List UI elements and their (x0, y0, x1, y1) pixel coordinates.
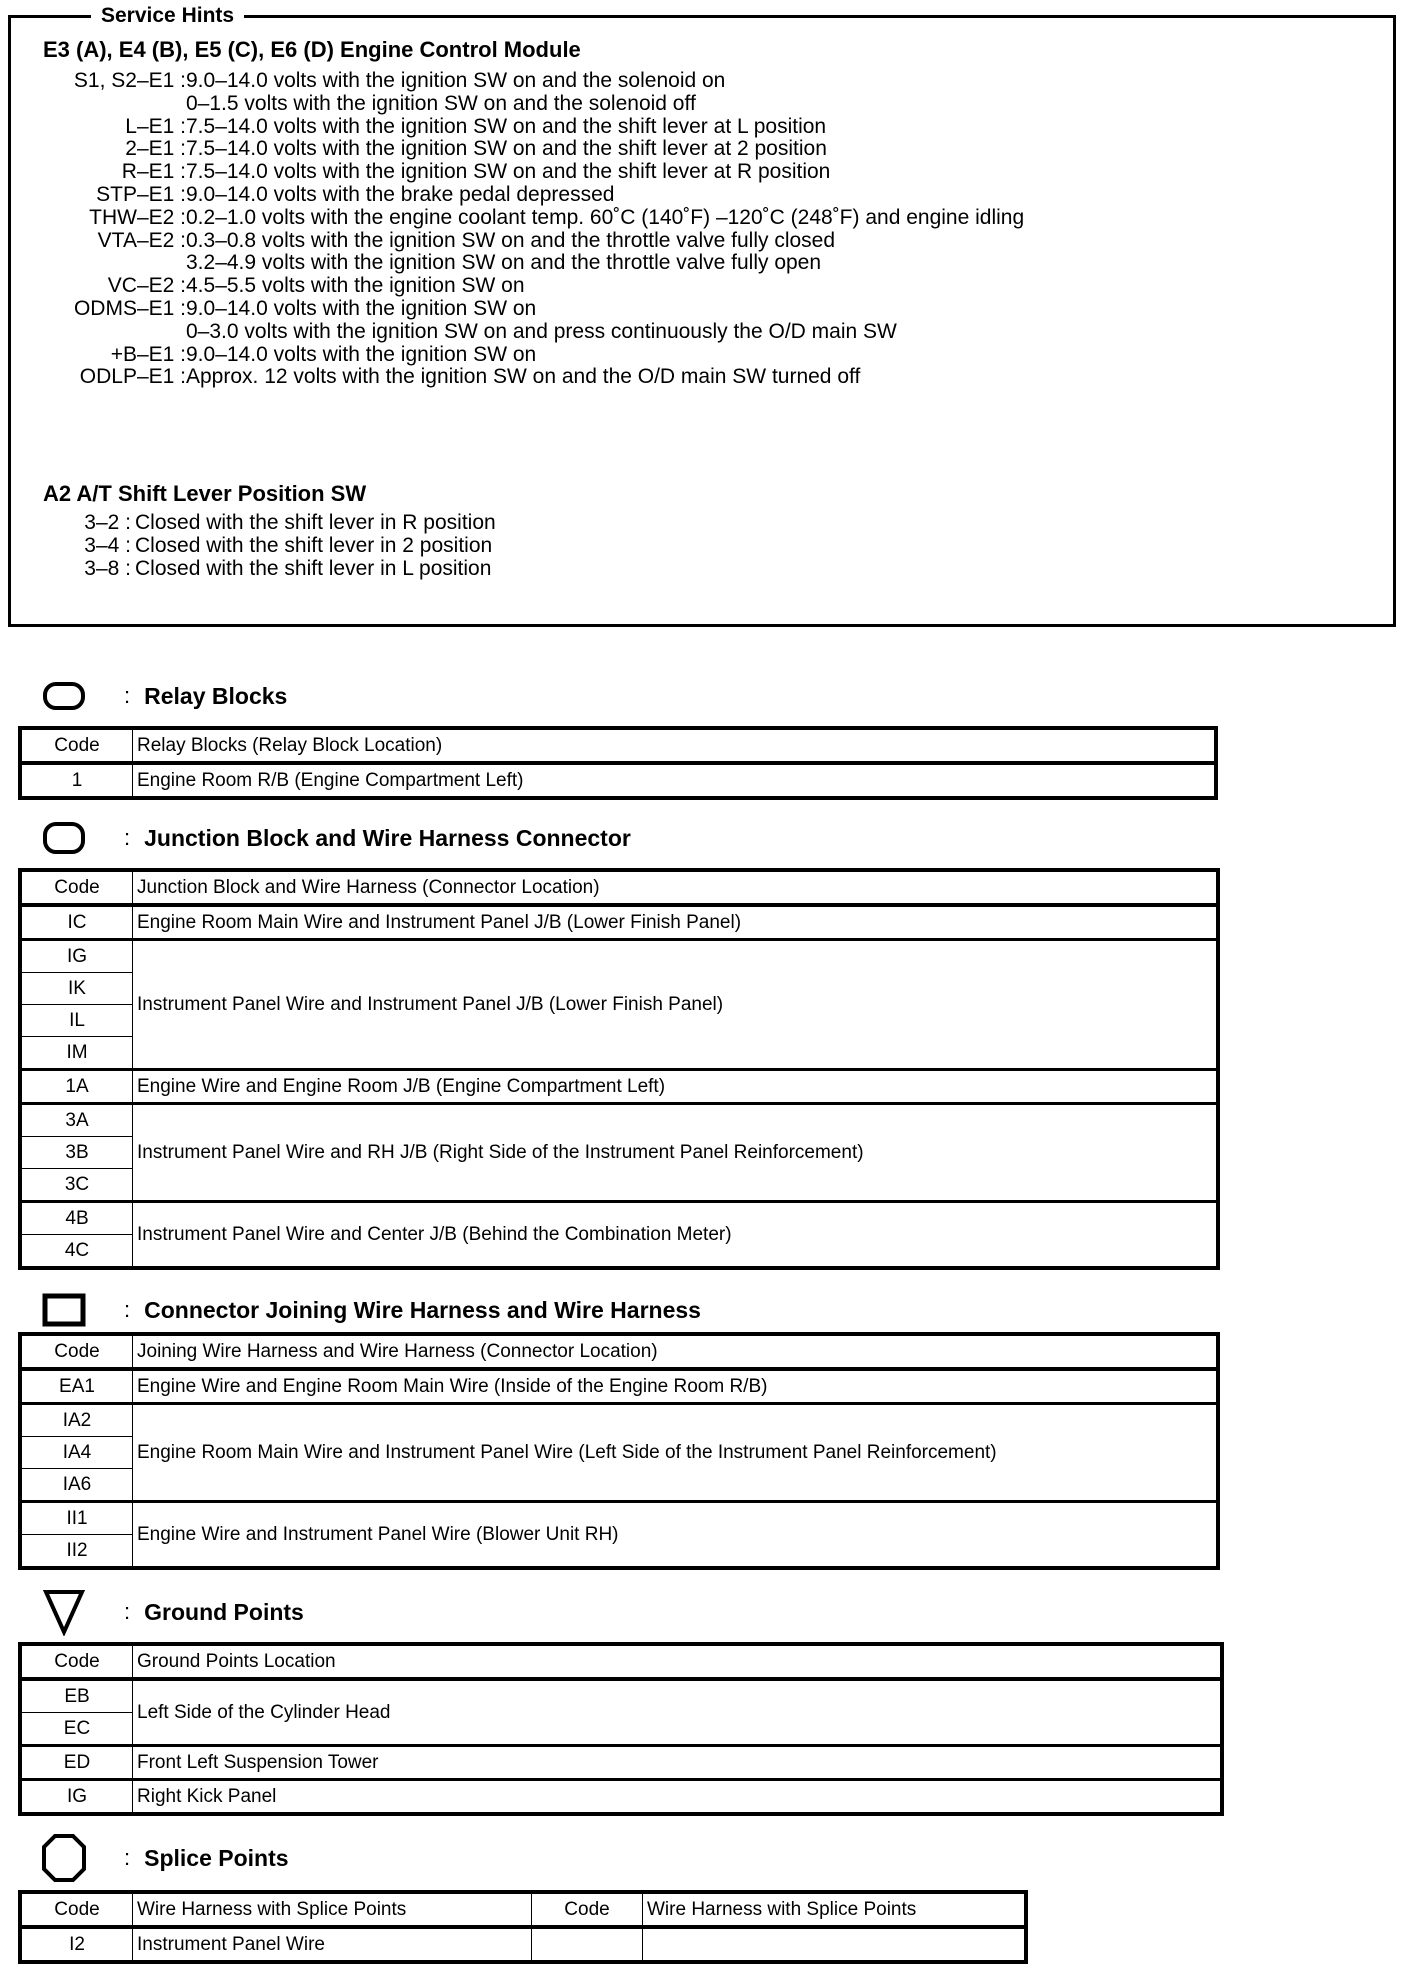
relay-blocks-heading (40, 676, 287, 716)
code-cell: 3A (20, 1104, 133, 1137)
triangle-down-icon (40, 1587, 88, 1637)
header-desc: Relay Blocks (Relay Block Location) (133, 728, 1217, 763)
header-code: Code (20, 1644, 133, 1679)
hint-pin: L–E1 : (125, 114, 186, 138)
junction-blocks-table (18, 868, 1220, 1270)
desc-cell (643, 1927, 1027, 1962)
code-cell: IG (20, 1780, 133, 1815)
table-row (20, 1202, 1218, 1235)
hint-pin: S1, S2–E1 : (73, 69, 186, 92)
desc-cell: Engine Room Main Wire and Instrument Panel Wire (Left Side of the Instrument Panel Reinforcement) (133, 1404, 1219, 1502)
ground-points-heading (40, 1592, 304, 1632)
desc-cell: Engine Room R/B (Engine Compartment Left) (133, 763, 1217, 798)
code-cell: II2 (20, 1535, 133, 1569)
code-cell: IM (20, 1037, 133, 1070)
hint-pin: ODMS–E1 : (73, 297, 186, 320)
code-cell: 3C (20, 1169, 133, 1202)
table-header-row (20, 1644, 1222, 1679)
table-row (20, 1780, 1222, 1815)
section-title: Connector Joining Wire Harness and Wire Harness (144, 1296, 701, 1323)
section-title: Splice Points (144, 1844, 289, 1871)
hint-text: 7.5–14.0 volts with the ignition SW on and the shift lever at L position (186, 114, 827, 138)
colon: : (124, 1297, 131, 1322)
header-code: Code (20, 1334, 133, 1369)
hint-text: Closed with the shift lever in R position (135, 511, 496, 534)
hint-text: 9.0–14.0 volts with the ignition SW on and the solenoid on (186, 69, 726, 92)
code-cell: IG (20, 940, 133, 973)
hint-text: 9.0–14.0 volts with the brake pedal depressed (186, 183, 615, 206)
desc-cell: Engine Room Main Wire and Instrument Panel J/B (Lower Finish Panel) (133, 905, 1219, 940)
joining-connectors-table (18, 1332, 1220, 1570)
hint-text: 3.2–4.9 volts with the ignition SW on and the throttle valve fully open (186, 251, 822, 275)
table-row (20, 1104, 1218, 1137)
hint-pin: VTA–E2 : (97, 228, 186, 252)
table-header-row (20, 870, 1218, 905)
table-row (20, 905, 1218, 940)
table-header-row (20, 728, 1216, 763)
code-cell: IK (20, 973, 133, 1005)
shift-sw-title: A2 A/T Shift Lever Position SW (43, 481, 367, 506)
hint-pin: STP–E1 : (96, 183, 186, 206)
table-row (20, 940, 1218, 973)
code-cell: I2 (20, 1927, 133, 1962)
octagon-icon (40, 1833, 88, 1883)
hint-text: Closed with the shift lever in 2 position (135, 533, 493, 557)
hint-text: 0.2–1.0 volts with the engine coolant temp. 60˚C (140˚F) –120˚C (248˚F) and engine idling (186, 205, 1025, 229)
junction-blocks-heading (40, 818, 631, 858)
splice-points-table (18, 1890, 1028, 1964)
hint-text: 7.5–14.0 volts with the ignition SW on and the shift lever at 2 position (186, 137, 827, 161)
table-row (20, 763, 1216, 798)
desc-cell: Instrument Panel Wire and Center J/B (Behind the Combination Meter) (133, 1202, 1219, 1269)
code-cell: II1 (20, 1502, 133, 1535)
colon: : (124, 683, 131, 708)
hint-text: 4.5–5.5 volts with the ignition SW on (186, 274, 525, 298)
hint-text: 9.0–14.0 volts with the ignition SW on (186, 342, 537, 366)
service-hints-legend: Service Hints (91, 3, 244, 29)
hint-pin: VC–E2 : (107, 274, 186, 298)
desc-cell: Engine Wire and Instrument Panel Wire (Blower Unit RH) (133, 1502, 1219, 1569)
code-cell: IA2 (20, 1404, 133, 1437)
table-row (20, 1679, 1222, 1713)
header-code: Code (20, 870, 133, 905)
desc-cell: Front Left Suspension Tower (133, 1746, 1223, 1780)
hint-text: 0–1.5 volts with the ignition SW on and the solenoid off (186, 91, 696, 115)
hint-pin: R–E1 : (121, 160, 186, 184)
table-row (20, 1502, 1218, 1535)
code-cell: EB (20, 1679, 133, 1713)
table-row (20, 1927, 1026, 1962)
code-cell: 1 (20, 763, 133, 798)
section-title: Relay Blocks (144, 682, 288, 709)
desc-cell: Right Kick Panel (133, 1780, 1223, 1815)
relay-blocks-table (18, 726, 1218, 800)
header-desc: Wire Harness with Splice Points (133, 1892, 532, 1927)
hint-pin: 3–2 : (84, 511, 131, 534)
code-cell: EA1 (20, 1369, 133, 1404)
header-code: Code (20, 1892, 133, 1927)
ecm-title: E3 (A), E4 (B), E5 (C), E6 (D) Engine Control Module (43, 37, 581, 62)
rounded-rect-icon (40, 676, 88, 716)
table-row (20, 1070, 1218, 1104)
hint-pin: 3–8 : (84, 556, 131, 580)
header-desc: Wire Harness with Splice Points (643, 1892, 1027, 1927)
hint-pin: ODLP–E1 : (79, 365, 186, 389)
code-cell: 4B (20, 1202, 133, 1235)
code-cell (532, 1927, 643, 1962)
header-desc: Junction Block and Wire Harness (Connector Location) (133, 870, 1219, 905)
splice-points-heading (40, 1838, 289, 1878)
table-row (20, 1404, 1218, 1437)
desc-cell: Instrument Panel Wire and RH J/B (Right Side of the Instrument Panel Reinforcement) (133, 1104, 1219, 1202)
table-row (20, 1369, 1218, 1404)
section-title: Ground Points (144, 1598, 304, 1625)
header-desc: Joining Wire Harness and Wire Harness (Connector Location) (133, 1334, 1219, 1369)
header-code: Code (20, 728, 133, 763)
desc-cell: Engine Wire and Engine Room J/B (Engine Compartment Left) (133, 1070, 1219, 1104)
code-cell: IL (20, 1005, 133, 1037)
hint-text: 9.0–14.0 volts with the ignition SW on (186, 297, 537, 320)
hint-text: 7.5–14.0 volts with the ignition SW on and the shift lever at R position (186, 160, 831, 184)
hint-text: Closed with the shift lever in L position (135, 556, 492, 580)
code-cell: 3B (20, 1137, 133, 1169)
colon: : (124, 825, 131, 850)
header-code: Code (532, 1892, 643, 1927)
header-desc: Ground Points Location (133, 1644, 1223, 1679)
desc-cell: Instrument Panel Wire and Instrument Panel J/B (Lower Finish Panel) (133, 940, 1219, 1070)
joining-connectors-heading (40, 1290, 701, 1330)
code-cell: IC (20, 905, 133, 940)
hint-pin: 3–4 : (84, 533, 131, 557)
hint-pin: THW–E2 : (89, 205, 186, 229)
square-icon (40, 1290, 88, 1330)
desc-cell: Left Side of the Cylinder Head (133, 1679, 1223, 1746)
desc-cell: Engine Wire and Engine Room Main Wire (Inside of the Engine Room R/B) (133, 1369, 1219, 1404)
hint-pin: +B–E1 : (110, 342, 186, 366)
hint-text: 0.3–0.8 volts with the ignition SW on and the throttle valve fully closed (186, 228, 836, 252)
table-row (20, 1746, 1222, 1780)
colon: : (124, 1599, 131, 1624)
code-cell: ED (20, 1746, 133, 1780)
code-cell: EC (20, 1713, 133, 1746)
ground-points-table (18, 1642, 1224, 1816)
desc-cell: Instrument Panel Wire (133, 1927, 532, 1962)
code-cell: IA6 (20, 1469, 133, 1502)
table-header-row (20, 1892, 1026, 1927)
code-cell: IA4 (20, 1437, 133, 1469)
code-cell: 4C (20, 1235, 133, 1269)
hint-text: Approx. 12 volts with the ignition SW on and the O/D main SW turned off (186, 365, 861, 389)
table-header-row (20, 1334, 1218, 1369)
code-cell: 1A (20, 1070, 133, 1104)
service-hints-box (8, 4, 1396, 627)
section-title: Junction Block and Wire Harness Connector (144, 824, 631, 851)
rounded-rect-icon (40, 818, 88, 858)
hint-pin: 2–E1 : (125, 137, 186, 161)
colon: : (124, 1845, 131, 1870)
hint-text: 0–3.0 volts with the ignition SW on and press continuously the O/D main SW (186, 319, 897, 343)
